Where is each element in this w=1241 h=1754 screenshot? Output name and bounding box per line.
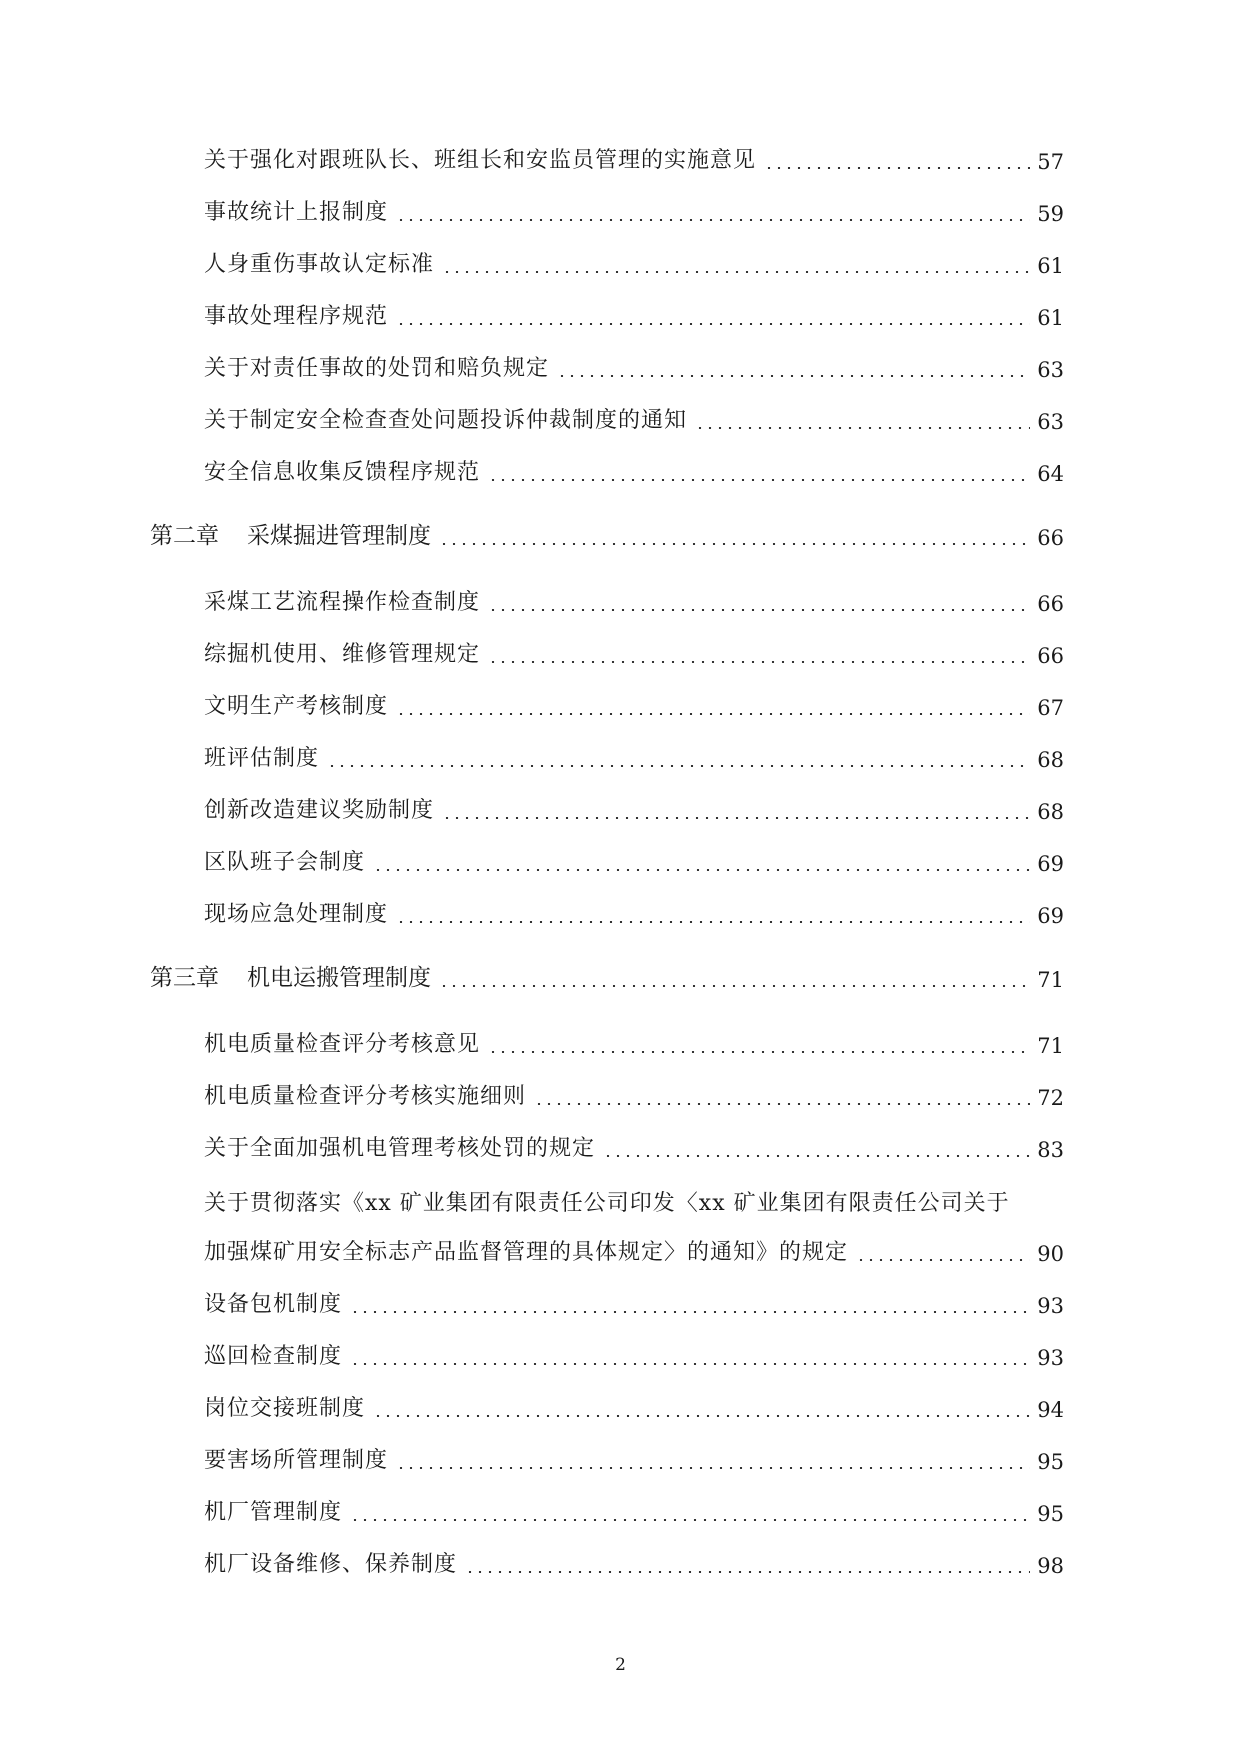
toc-entry-title: 机厂管理制度 [204,1500,343,1525]
toc-entry-title: 要害场所管理制度 [204,1448,389,1473]
toc-entry-title: 文明生产考核制度 [204,694,389,719]
toc-entry-page: 93 [1037,1346,1064,1370]
toc-entry-title: 人身重伤事故认定标准 [204,252,435,277]
toc-entry[interactable] [0,1078,1241,1114]
dot-leader [488,661,1030,663]
toc-entry-page: 66 [1037,644,1064,668]
toc-entry-page: 61 [1037,306,1064,330]
toc-entry[interactable] [0,1338,1241,1374]
dot-leader [442,817,1030,819]
toc-entry-page: 71 [1037,1034,1064,1058]
toc-chapter[interactable] [0,518,1241,554]
toc-entry-page: 69 [1037,852,1064,876]
toc-entry-title: 采煤工艺流程操作检查制度 [204,590,481,615]
toc-entry-title: 巡回检查制度 [204,1344,343,1369]
toc-entry-title: 加强煤矿用安全标志产品监督管理的具体规定〉的通知》的规定 [204,1240,849,1265]
chapter-page: 66 [1037,526,1064,550]
dot-leader [488,479,1030,481]
toc-entry[interactable] [0,1026,1241,1062]
dot-leader [350,1519,1030,1521]
toc-entry[interactable] [0,350,1241,386]
toc-entry[interactable] [0,688,1241,724]
dot-leader [557,375,1030,377]
toc-entry[interactable] [0,1546,1241,1582]
toc-entry-page: 67 [1037,696,1064,720]
toc-entry[interactable] [0,1234,1241,1270]
toc-entry-page: 95 [1037,1502,1064,1526]
chapter-number: 第三章 [150,965,219,991]
dot-leader [396,323,1030,325]
toc-entry-title: 创新改造建议奖励制度 [204,798,435,823]
toc-entry[interactable] [0,402,1241,438]
dot-leader [488,1051,1030,1053]
toc-entry[interactable] [0,1494,1241,1530]
toc-entry[interactable] [0,246,1241,282]
toc-entry-title: 设备包机制度 [204,1292,343,1317]
chapter-title: 机电运搬管理制度 [247,965,431,991]
toc-entry[interactable] [0,298,1241,334]
toc-entry[interactable] [0,1442,1241,1478]
toc-entry-long-line1[interactable]: 关于贯彻落实《xx 矿业集团有限责任公司印发〈xx 矿业集团有限责任公司关于 [204,1191,1010,1216]
toc-entry-title: 关于全面加强机电管理考核处罚的规定 [204,1136,596,1161]
toc-entry-title: 岗位交接班制度 [204,1396,366,1421]
dot-leader [396,921,1030,923]
toc-entry-title: 安全信息收集反馈程序规范 [204,460,481,485]
dot-leader [442,271,1030,273]
toc-entry[interactable] [0,1286,1241,1322]
toc-entry-page: 72 [1037,1086,1064,1110]
toc-entry[interactable] [0,844,1241,880]
toc-entry-title: 事故处理程序规范 [204,304,389,329]
toc-entry-title: 综掘机使用、维修管理规定 [204,642,481,667]
dot-leader [396,713,1030,715]
toc-entry-title: 机厂设备维修、保养制度 [204,1552,458,1577]
toc-entry-title: 事故统计上报制度 [204,200,389,225]
toc-entry-page: 68 [1037,800,1064,824]
toc-entry[interactable] [0,584,1241,620]
chapter-page: 71 [1037,968,1064,992]
toc-entry-page: 59 [1037,202,1064,226]
dot-leader [534,1103,1030,1105]
page-number: 2 [615,1655,626,1675]
toc-entry-page: 98 [1037,1554,1064,1578]
toc-entry[interactable] [0,740,1241,776]
dot-leader [350,1363,1030,1365]
toc-entry[interactable] [0,792,1241,828]
toc-entry-title: 现场应急处理制度 [204,902,389,927]
dot-leader [350,1311,1030,1313]
toc-entry-page: 90 [1037,1242,1064,1266]
toc-entry[interactable] [0,194,1241,230]
dot-leader [396,1467,1030,1469]
toc-entry-page: 94 [1037,1398,1064,1422]
dot-leader [439,543,1030,545]
toc-entry-page: 83 [1037,1138,1064,1162]
dot-leader [856,1259,1030,1261]
toc-entry[interactable] [0,1390,1241,1426]
toc-entry-page: 64 [1037,462,1064,486]
toc-entry[interactable] [0,454,1241,490]
dot-leader [439,985,1030,987]
dot-leader [373,869,1030,871]
dot-leader [603,1155,1030,1157]
toc-entry-title: 关于制定安全检查查处问题投诉仲裁制度的通知 [204,408,688,433]
toc-entry-page: 93 [1037,1294,1064,1318]
toc-entry-title: 班评估制度 [204,746,320,771]
toc-entry[interactable] [0,1130,1241,1166]
dot-leader [764,167,1030,169]
toc-entry-title: 区队班子会制度 [204,850,366,875]
toc-entry-page: 63 [1037,410,1064,434]
toc-entry-page: 57 [1037,150,1064,174]
toc-entry[interactable] [0,142,1241,178]
toc-entry-page: 68 [1037,748,1064,772]
dot-leader [465,1571,1030,1573]
toc-entry-title: 机电质量检查评分考核实施细则 [204,1084,527,1109]
toc-entry[interactable] [0,896,1241,932]
toc-entry-title: 机电质量检查评分考核意见 [204,1032,481,1057]
toc-entry-page: 69 [1037,904,1064,928]
dot-leader [695,427,1030,429]
dot-leader [373,1415,1030,1417]
toc-entry-page: 63 [1037,358,1064,382]
chapter-number: 第二章 [150,523,219,549]
dot-leader [327,765,1030,767]
toc-entry-title: 关于对责任事故的处罚和赔负规定 [204,356,550,381]
toc-entry[interactable] [0,636,1241,672]
toc-entry-page: 61 [1037,254,1064,278]
toc-entry-page: 95 [1037,1450,1064,1474]
toc-chapter[interactable] [0,960,1241,996]
chapter-title: 采煤掘进管理制度 [247,523,431,549]
toc-entry-page: 66 [1037,592,1064,616]
toc-entry-title: 关于强化对跟班队长、班组长和安监员管理的实施意见 [204,148,757,173]
dot-leader [396,219,1030,221]
dot-leader [488,609,1030,611]
